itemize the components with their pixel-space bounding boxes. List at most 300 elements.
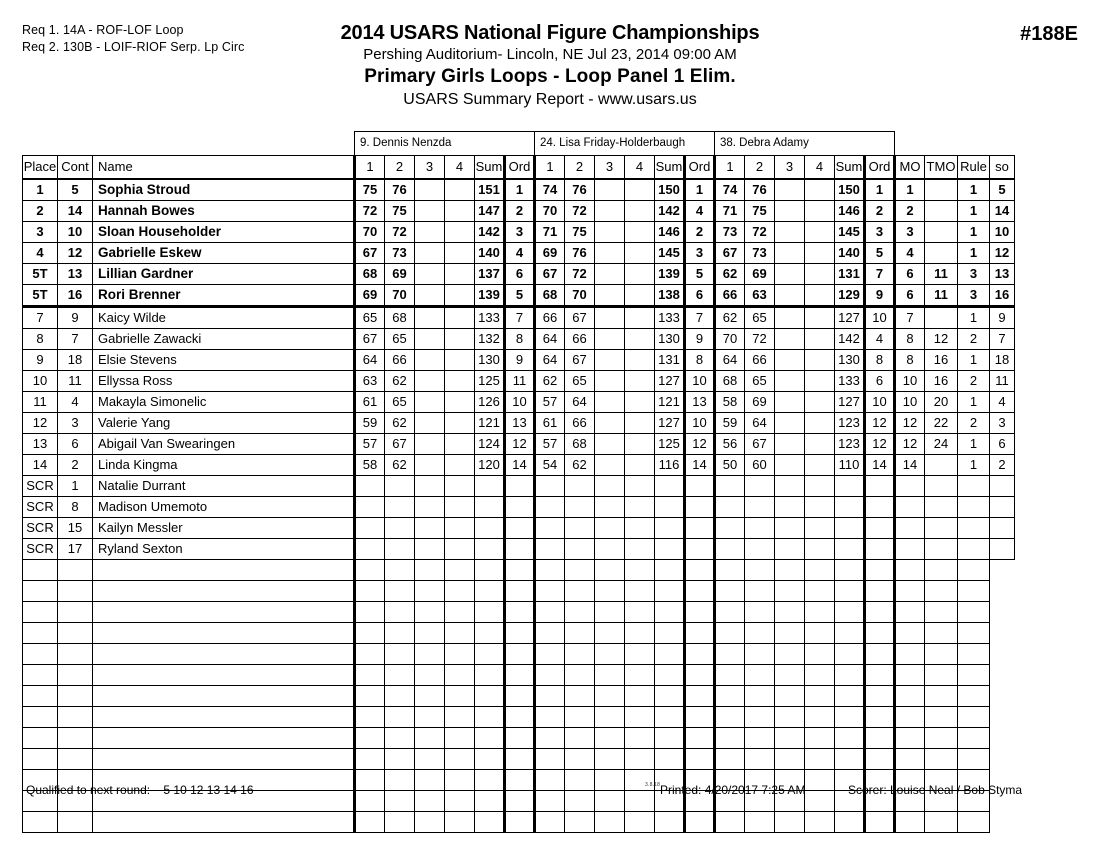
cell-j3-score-4 xyxy=(805,307,835,329)
table-row[interactable] xyxy=(23,455,1015,476)
cell-so: 9 xyxy=(990,307,1015,329)
cell-empty xyxy=(565,602,595,623)
cell-j3-ord: 6 xyxy=(865,371,895,392)
cell-empty xyxy=(745,728,775,749)
table-row[interactable] xyxy=(23,243,1015,264)
cell-empty xyxy=(625,749,655,770)
table-row[interactable] xyxy=(23,264,1015,285)
cell-empty xyxy=(445,560,475,581)
cell-so xyxy=(990,539,1015,560)
cell-j2-score-1: 61 xyxy=(535,413,565,434)
table-row-empty[interactable] xyxy=(23,560,1015,581)
cell-mo: 3 xyxy=(895,222,925,243)
table-row-empty[interactable] xyxy=(23,581,1015,602)
cell-j2-score-4 xyxy=(625,285,655,307)
cell-empty xyxy=(715,812,745,833)
header-j1-score-4: 4 xyxy=(445,156,475,180)
header-j3-score-3: 3 xyxy=(775,156,805,180)
cell-j1-sum: 125 xyxy=(475,371,505,392)
cell-empty xyxy=(23,665,58,686)
cell-j2-score-4 xyxy=(625,497,655,518)
cell-empty xyxy=(415,686,445,707)
cell-empty xyxy=(865,644,895,665)
cell-j2-score-3 xyxy=(595,285,625,307)
cell-empty xyxy=(715,665,745,686)
cell-empty xyxy=(925,644,958,665)
cell-place: 11 xyxy=(23,392,58,413)
table-row[interactable] xyxy=(23,222,1015,243)
cell-empty xyxy=(835,686,865,707)
cell-j2-ord: 7 xyxy=(685,307,715,329)
cell-j3-score-2: 75 xyxy=(745,201,775,222)
cell-j3-score-4 xyxy=(805,243,835,264)
header-so: so xyxy=(990,156,1015,180)
cell-empty xyxy=(415,581,445,602)
cell-j2-score-3 xyxy=(595,539,625,560)
cell-place: 3 xyxy=(23,222,58,243)
cell-empty xyxy=(715,707,745,728)
table-row-empty[interactable] xyxy=(23,728,1015,749)
cell-rule xyxy=(958,518,990,539)
cell-j2-score-3 xyxy=(595,497,625,518)
cell-rule: 1 xyxy=(958,201,990,222)
table-row[interactable] xyxy=(23,350,1015,371)
cell-j3-sum: 146 xyxy=(835,201,865,222)
cell-j2-sum: 125 xyxy=(655,434,685,455)
cell-cont: 15 xyxy=(58,518,93,539)
cell-j1-score-2: 62 xyxy=(385,413,415,434)
cell-empty xyxy=(565,812,595,833)
cell-j1-score-3 xyxy=(415,413,445,434)
cell-empty xyxy=(93,665,355,686)
cell-cont: 3 xyxy=(58,413,93,434)
cell-empty xyxy=(355,812,385,833)
table-row[interactable] xyxy=(23,285,1015,307)
cell-rule: 3 xyxy=(958,264,990,285)
table-row[interactable] xyxy=(23,371,1015,392)
cell-tmo xyxy=(925,307,958,329)
cell-j1-score-2: 69 xyxy=(385,264,415,285)
judge-banner-spacer xyxy=(895,132,925,156)
cell-empty xyxy=(535,749,565,770)
cell-j3-score-4 xyxy=(805,201,835,222)
cell-j2-score-3 xyxy=(595,243,625,264)
cell-j2-score-2 xyxy=(565,539,595,560)
cell-j1-score-1: 58 xyxy=(355,455,385,476)
event-number: #188E xyxy=(1020,23,1078,45)
cell-cont: 13 xyxy=(58,264,93,285)
cell-empty xyxy=(775,581,805,602)
cell-j3-ord: 2 xyxy=(865,201,895,222)
cell-empty xyxy=(505,812,535,833)
cell-j1-score-2: 76 xyxy=(385,179,415,201)
cell-j2-score-1 xyxy=(535,539,565,560)
cell-empty xyxy=(865,665,895,686)
cell-j1-sum: 139 xyxy=(475,285,505,307)
cell-empty xyxy=(685,707,715,728)
version-stamp: 3.8.18 xyxy=(645,782,661,788)
cell-j3-ord xyxy=(865,539,895,560)
cell-tmo: 11 xyxy=(925,264,958,285)
table-row-empty[interactable] xyxy=(23,623,1015,644)
table-row[interactable] xyxy=(23,413,1015,434)
cell-j2-ord: 10 xyxy=(685,413,715,434)
cell-empty xyxy=(805,560,835,581)
cell-empty xyxy=(93,686,355,707)
cell-empty xyxy=(445,644,475,665)
cell-j1-score-2 xyxy=(385,539,415,560)
cell-empty xyxy=(925,812,958,833)
cell-empty xyxy=(475,623,505,644)
cell-j3-score-2: 69 xyxy=(745,392,775,413)
cell-j3-ord xyxy=(865,518,895,539)
judge-1-name: 9. Dennis Nenzda xyxy=(355,132,535,156)
cell-empty xyxy=(865,707,895,728)
cell-empty xyxy=(23,686,58,707)
cell-j2-score-4 xyxy=(625,392,655,413)
cell-j1-score-4 xyxy=(445,179,475,201)
cell-j3-score-2: 66 xyxy=(745,350,775,371)
cell-empty xyxy=(385,581,415,602)
cell-name: Hannah Bowes xyxy=(93,201,355,222)
cell-j2-score-1: 57 xyxy=(535,434,565,455)
cell-j3-score-4 xyxy=(805,413,835,434)
cell-j3-score-1: 62 xyxy=(715,307,745,329)
venue-line: Pershing Auditorium- Lincoln, NE Jul 23, 2014 09:00 AM xyxy=(363,46,737,63)
cell-j2-score-2: 76 xyxy=(565,179,595,201)
cell-empty xyxy=(895,728,925,749)
cell-empty xyxy=(475,560,505,581)
cell-j2-sum xyxy=(655,497,685,518)
cell-j3-score-2: 72 xyxy=(745,329,775,350)
cell-so: 7 xyxy=(990,329,1015,350)
cell-j3-score-4 xyxy=(805,476,835,497)
cell-cont: 2 xyxy=(58,455,93,476)
cell-j1-ord xyxy=(505,518,535,539)
cell-j1-sum: 121 xyxy=(475,413,505,434)
cell-j3-score-2 xyxy=(745,476,775,497)
cell-tmo xyxy=(925,518,958,539)
cell-empty xyxy=(58,749,93,770)
cell-empty xyxy=(595,791,625,812)
cell-j1-score-4 xyxy=(445,539,475,560)
cell-tmo: 20 xyxy=(925,392,958,413)
cell-empty xyxy=(535,707,565,728)
cell-j1-score-4 xyxy=(445,434,475,455)
cell-j2-sum: 116 xyxy=(655,455,685,476)
cell-empty xyxy=(625,644,655,665)
cell-empty xyxy=(925,728,958,749)
cell-empty xyxy=(925,581,958,602)
cell-mo: 10 xyxy=(895,392,925,413)
cell-empty xyxy=(58,707,93,728)
cell-empty xyxy=(565,581,595,602)
table-row[interactable] xyxy=(23,476,1015,497)
cell-j2-ord: 1 xyxy=(685,179,715,201)
header-j1-sum: Sum xyxy=(475,156,505,180)
cell-j2-score-1: 64 xyxy=(535,329,565,350)
cell-empty xyxy=(475,665,505,686)
cell-j3-score-2: 73 xyxy=(745,243,775,264)
header-j3-score-4: 4 xyxy=(805,156,835,180)
cell-mo xyxy=(895,476,925,497)
cell-j1-ord: 3 xyxy=(505,222,535,243)
cell-name: Madison Umemoto xyxy=(93,497,355,518)
cell-j2-score-2: 72 xyxy=(565,264,595,285)
cell-j2-ord: 12 xyxy=(685,434,715,455)
cell-empty xyxy=(445,791,475,812)
title-block xyxy=(0,22,1100,111)
cell-cont: 10 xyxy=(58,222,93,243)
cell-empty xyxy=(835,623,865,644)
header-j2-score-2: 2 xyxy=(565,156,595,180)
table-body xyxy=(23,179,1015,833)
cell-j2-score-4 xyxy=(625,413,655,434)
cell-empty xyxy=(385,707,415,728)
cell-empty xyxy=(805,665,835,686)
cell-empty xyxy=(805,812,835,833)
cell-empty xyxy=(385,644,415,665)
cell-j1-score-4 xyxy=(445,518,475,539)
cell-so: 6 xyxy=(990,434,1015,455)
cell-j3-score-2 xyxy=(745,518,775,539)
cell-j3-ord: 8 xyxy=(865,350,895,371)
cell-rule: 1 xyxy=(958,179,990,201)
table-row[interactable] xyxy=(23,179,1015,201)
cell-empty xyxy=(355,791,385,812)
cell-j1-ord: 9 xyxy=(505,350,535,371)
cell-j3-score-4 xyxy=(805,264,835,285)
cell-j1-score-4 xyxy=(445,243,475,264)
cell-empty xyxy=(745,686,775,707)
cell-tmo xyxy=(925,455,958,476)
cell-empty xyxy=(958,749,990,770)
column-header-row xyxy=(23,156,1015,180)
table-row-empty[interactable] xyxy=(23,812,1015,833)
header-rule: Rule xyxy=(958,156,990,180)
cell-cont: 18 xyxy=(58,350,93,371)
cell-empty xyxy=(895,581,925,602)
cell-j3-score-1 xyxy=(715,539,745,560)
cell-place: 8 xyxy=(23,329,58,350)
cell-empty xyxy=(93,581,355,602)
cell-j1-score-3 xyxy=(415,222,445,243)
cell-so: 5 xyxy=(990,179,1015,201)
cell-empty xyxy=(385,770,415,791)
cell-j1-score-1: 72 xyxy=(355,201,385,222)
cell-so: 11 xyxy=(990,371,1015,392)
table-row[interactable] xyxy=(23,539,1015,560)
cell-empty xyxy=(895,665,925,686)
cell-empty xyxy=(385,560,415,581)
cell-name: Kailyn Messler xyxy=(93,518,355,539)
table-row[interactable] xyxy=(23,392,1015,413)
cell-j2-score-4 xyxy=(625,222,655,243)
cell-empty xyxy=(355,770,385,791)
cell-place: 10 xyxy=(23,371,58,392)
cell-j2-ord: 9 xyxy=(685,329,715,350)
cell-empty xyxy=(535,686,565,707)
cell-j3-sum: 130 xyxy=(835,350,865,371)
cell-cont: 11 xyxy=(58,371,93,392)
cell-j1-sum: 130 xyxy=(475,350,505,371)
table-row-empty[interactable] xyxy=(23,749,1015,770)
cell-empty xyxy=(805,644,835,665)
cell-rule: 2 xyxy=(958,413,990,434)
cell-j2-ord xyxy=(685,476,715,497)
cell-j1-sum xyxy=(475,539,505,560)
cell-j3-score-1: 70 xyxy=(715,329,745,350)
cell-j3-score-3 xyxy=(775,329,805,350)
cell-place: 13 xyxy=(23,434,58,455)
table-row-empty[interactable] xyxy=(23,665,1015,686)
cell-j2-score-4 xyxy=(625,350,655,371)
table-row-empty[interactable] xyxy=(23,602,1015,623)
table-row-empty[interactable] xyxy=(23,686,1015,707)
cell-empty xyxy=(355,602,385,623)
cell-empty xyxy=(23,749,58,770)
cell-empty xyxy=(625,602,655,623)
cell-rule xyxy=(958,539,990,560)
cell-place: SCR xyxy=(23,476,58,497)
cell-j2-sum xyxy=(655,539,685,560)
cell-j3-score-1: 67 xyxy=(715,243,745,264)
cell-empty xyxy=(925,686,958,707)
cell-empty xyxy=(355,644,385,665)
cell-mo: 12 xyxy=(895,434,925,455)
cell-j3-ord: 4 xyxy=(865,329,895,350)
cell-j1-score-1: 63 xyxy=(355,371,385,392)
cell-j1-score-3 xyxy=(415,497,445,518)
cell-j1-score-3 xyxy=(415,371,445,392)
cell-j1-score-3 xyxy=(415,455,445,476)
header-j1-ord: Ord xyxy=(505,156,535,180)
cell-j2-ord xyxy=(685,518,715,539)
cell-tmo: 16 xyxy=(925,371,958,392)
cell-j1-score-1: 65 xyxy=(355,307,385,329)
cell-empty xyxy=(775,665,805,686)
cell-j3-score-3 xyxy=(775,264,805,285)
cell-empty xyxy=(355,749,385,770)
cell-j2-score-3 xyxy=(595,329,625,350)
header-j3-ord: Ord xyxy=(865,156,895,180)
cell-j3-ord xyxy=(865,497,895,518)
cell-j2-score-3 xyxy=(595,455,625,476)
cell-j3-score-3 xyxy=(775,350,805,371)
cell-j1-score-1 xyxy=(355,518,385,539)
cell-empty xyxy=(895,602,925,623)
cell-mo: 6 xyxy=(895,285,925,307)
cell-j3-sum: 127 xyxy=(835,307,865,329)
cell-empty xyxy=(58,686,93,707)
cell-j2-score-1: 69 xyxy=(535,243,565,264)
cell-empty xyxy=(685,728,715,749)
cell-so: 18 xyxy=(990,350,1015,371)
cell-j2-score-1: 67 xyxy=(535,264,565,285)
cell-cont: 16 xyxy=(58,285,93,307)
cell-empty xyxy=(685,581,715,602)
table-row-empty[interactable] xyxy=(23,707,1015,728)
cell-j2-score-4 xyxy=(625,434,655,455)
cell-empty xyxy=(58,602,93,623)
header-place: Place xyxy=(23,156,58,180)
cell-j2-score-4 xyxy=(625,371,655,392)
cell-name: Kaicy Wilde xyxy=(93,307,355,329)
cell-j3-score-2: 60 xyxy=(745,455,775,476)
cell-empty xyxy=(445,686,475,707)
qualified-list: 5 10 12 13 14 16 xyxy=(163,783,254,797)
cell-empty xyxy=(745,581,775,602)
table-row-empty[interactable] xyxy=(23,644,1015,665)
cell-mo: 4 xyxy=(895,243,925,264)
cell-empty xyxy=(355,707,385,728)
cell-j2-score-4 xyxy=(625,179,655,201)
cell-j2-sum: 121 xyxy=(655,392,685,413)
cell-j1-score-1: 61 xyxy=(355,392,385,413)
cell-empty xyxy=(58,623,93,644)
cell-j1-score-3 xyxy=(415,201,445,222)
cell-empty xyxy=(655,707,685,728)
cell-j1-score-4 xyxy=(445,307,475,329)
cell-j2-score-4 xyxy=(625,264,655,285)
table-row[interactable] xyxy=(23,434,1015,455)
header-j2-ord: Ord xyxy=(685,156,715,180)
cell-j2-sum: 146 xyxy=(655,222,685,243)
cell-j2-sum xyxy=(655,518,685,539)
cell-empty xyxy=(505,707,535,728)
cell-j2-score-2: 67 xyxy=(565,350,595,371)
results-table xyxy=(22,131,1015,833)
cell-j1-score-4 xyxy=(445,455,475,476)
cell-j2-score-4 xyxy=(625,518,655,539)
cell-j3-sum: 133 xyxy=(835,371,865,392)
cell-empty xyxy=(715,581,745,602)
cell-so: 4 xyxy=(990,392,1015,413)
cell-j1-ord: 2 xyxy=(505,201,535,222)
cell-j2-score-3 xyxy=(595,476,625,497)
cell-empty xyxy=(565,707,595,728)
cell-empty xyxy=(925,560,958,581)
cell-name: Natalie Durrant xyxy=(93,476,355,497)
cell-empty xyxy=(445,602,475,623)
cell-mo xyxy=(895,518,925,539)
cell-j2-score-1: 68 xyxy=(535,285,565,307)
table-row[interactable] xyxy=(23,329,1015,350)
table-row[interactable] xyxy=(23,518,1015,539)
table-head xyxy=(23,132,1015,180)
report-subtitle: USARS Summary Report - www.usars.us xyxy=(403,91,697,108)
cell-j3-ord: 12 xyxy=(865,413,895,434)
cell-empty xyxy=(685,686,715,707)
cell-j2-score-3 xyxy=(595,307,625,329)
cell-empty xyxy=(958,581,990,602)
table-row[interactable] xyxy=(23,201,1015,222)
cell-so: 13 xyxy=(990,264,1015,285)
cell-empty xyxy=(565,728,595,749)
table-row[interactable] xyxy=(23,307,1015,329)
cell-empty xyxy=(535,791,565,812)
cell-j2-score-4 xyxy=(625,201,655,222)
cell-empty xyxy=(355,623,385,644)
cell-cont: 14 xyxy=(58,201,93,222)
cell-empty xyxy=(805,728,835,749)
cell-empty xyxy=(745,665,775,686)
cell-place: 9 xyxy=(23,350,58,371)
header-j1-score-3: 3 xyxy=(415,156,445,180)
table-row[interactable] xyxy=(23,497,1015,518)
cell-j3-score-1 xyxy=(715,518,745,539)
cell-empty xyxy=(385,665,415,686)
